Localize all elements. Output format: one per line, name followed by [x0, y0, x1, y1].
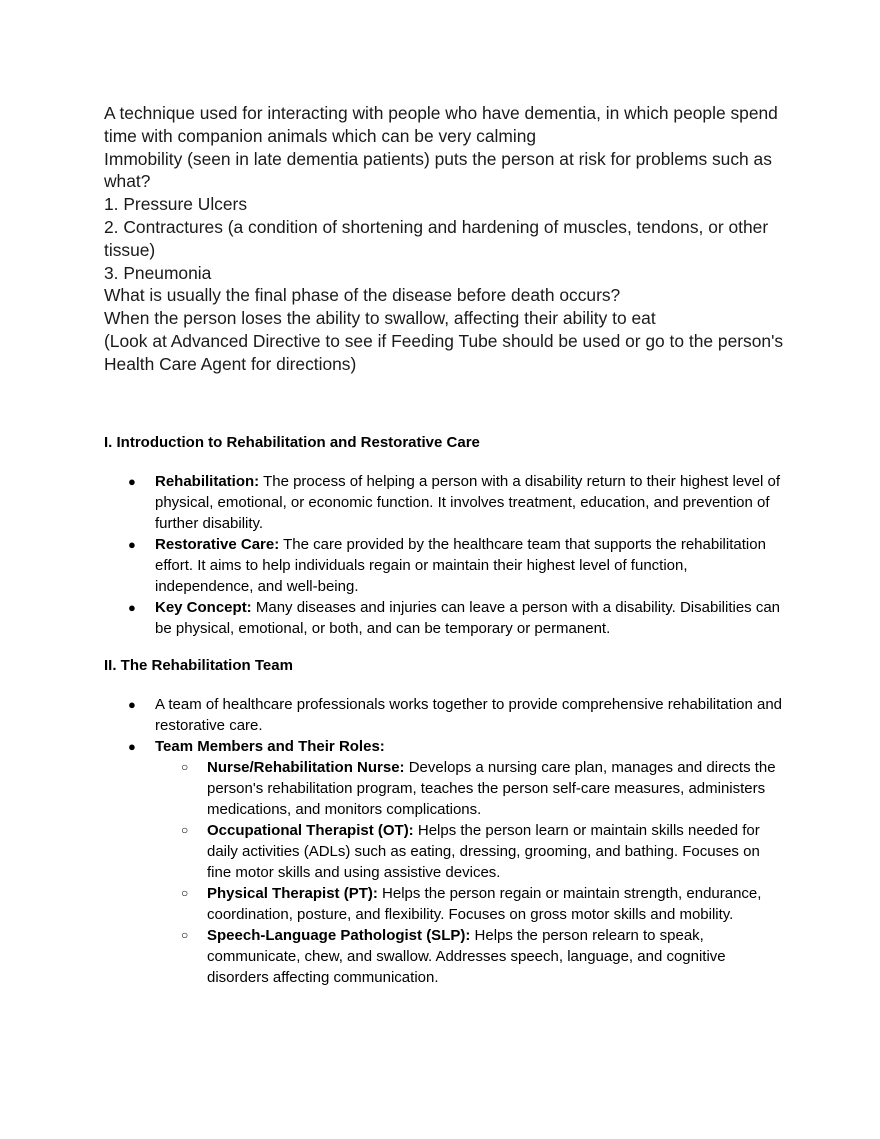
bullet-list [104, 694, 784, 988]
bullet-list [104, 471, 784, 639]
term-label: Rehabilitation: [155, 472, 260, 490]
term-label: Occupational Therapist (OT): [207, 821, 414, 839]
flashcard-answer-final-phase: When the person loses the ability to swallow, affecting their ability to eat [104, 308, 656, 329]
flashcard-answer-animal-therapy: A technique used for interacting with people who have dementia, in which people spend time with companion animals which can be very calming [104, 103, 778, 146]
term-description: The process of helping a person with a disability return to their highest level of physical, emotional, or economic function. It involves treatment, education, and prevention of further disability. [155, 472, 781, 532]
sub-bullet-list [155, 757, 784, 988]
flashcard-answer-item-3: 3. Pneumonia [104, 262, 212, 283]
sub-list-item [155, 757, 784, 820]
sub-list-item [155, 820, 784, 883]
term-label: Physical Therapist (PT): [207, 884, 378, 902]
flashcard-answer-note: (Look at Advanced Directive to see if Feeding Tube should be used or go to the person's Health Care Agent for directions) [104, 330, 784, 374]
list-item [104, 597, 784, 639]
term-label: Speech-Language Pathologist (SLP): [207, 926, 471, 944]
term-label: Key Concept: [155, 598, 252, 616]
list-item: ● A team of healthcare professionals works together to provide comprehensive rehabilitation and restorative care. [104, 694, 784, 736]
sub-list-item [155, 925, 784, 988]
term-description: The care provided by the healthcare team that supports the rehabilitation effort. It aims to help individuals regain or maintain their highest level of function, independence, and well-being. [155, 535, 766, 595]
term-label: Team Members and Their Roles: [155, 737, 385, 755]
section-rehabilitation-team [104, 656, 784, 988]
flashcard-question-immobility: Immobility (seen in late dementia patients) puts the person at risk for problems such as what? [104, 148, 772, 192]
section-heading: II. The Rehabilitation Team [104, 656, 293, 674]
sub-list-item [155, 883, 784, 925]
flashcard-text-block [104, 102, 784, 376]
list-item [104, 534, 784, 597]
flashcard-question-final-phase: What is usually the final phase of the disease before death occurs? [104, 285, 621, 306]
list-item [104, 736, 784, 988]
term-description: Develops a nursing care plan, manages and directs the person's rehabilitation program, teaches the person self-care measures, administers medications, and monitors complications. [207, 758, 776, 818]
list-item [104, 471, 784, 534]
document-page [104, 102, 784, 988]
section-introduction [104, 433, 784, 639]
flashcard-answer-item-2: 2. Contractures (a condition of shortening and hardening of muscles, tendons, or other tissue) [104, 216, 769, 260]
term-description: Many diseases and injuries can leave a person with a disability. Disabilities can be physical, emotional, or both, and can be temporary or permanent. [155, 598, 781, 637]
term-description: Helps the person learn or maintain skills needed for daily activities (ADLs) such as eating, dressing, grooming, and bathing. Focuses on fine motor skills and using assistive devices. [207, 821, 760, 881]
term-description: Helps the person regain or maintain strength, endurance, coordination, posture, and flexibility. Focuses on gross motor skills and mobility. [207, 884, 762, 923]
term-label: Restorative Care: [155, 535, 280, 553]
term-description: Helps the person relearn to speak, communicate, chew, and swallow. Addresses speech, language, and cognitive disorders affecting communication. [207, 926, 726, 986]
section-heading: I. Introduction to Rehabilitation and Restorative Care [104, 433, 480, 451]
flashcard-answer-item-1: 1. Pressure Ulcers [104, 194, 248, 215]
term-label: Nurse/Rehabilitation Nurse: [207, 758, 405, 776]
